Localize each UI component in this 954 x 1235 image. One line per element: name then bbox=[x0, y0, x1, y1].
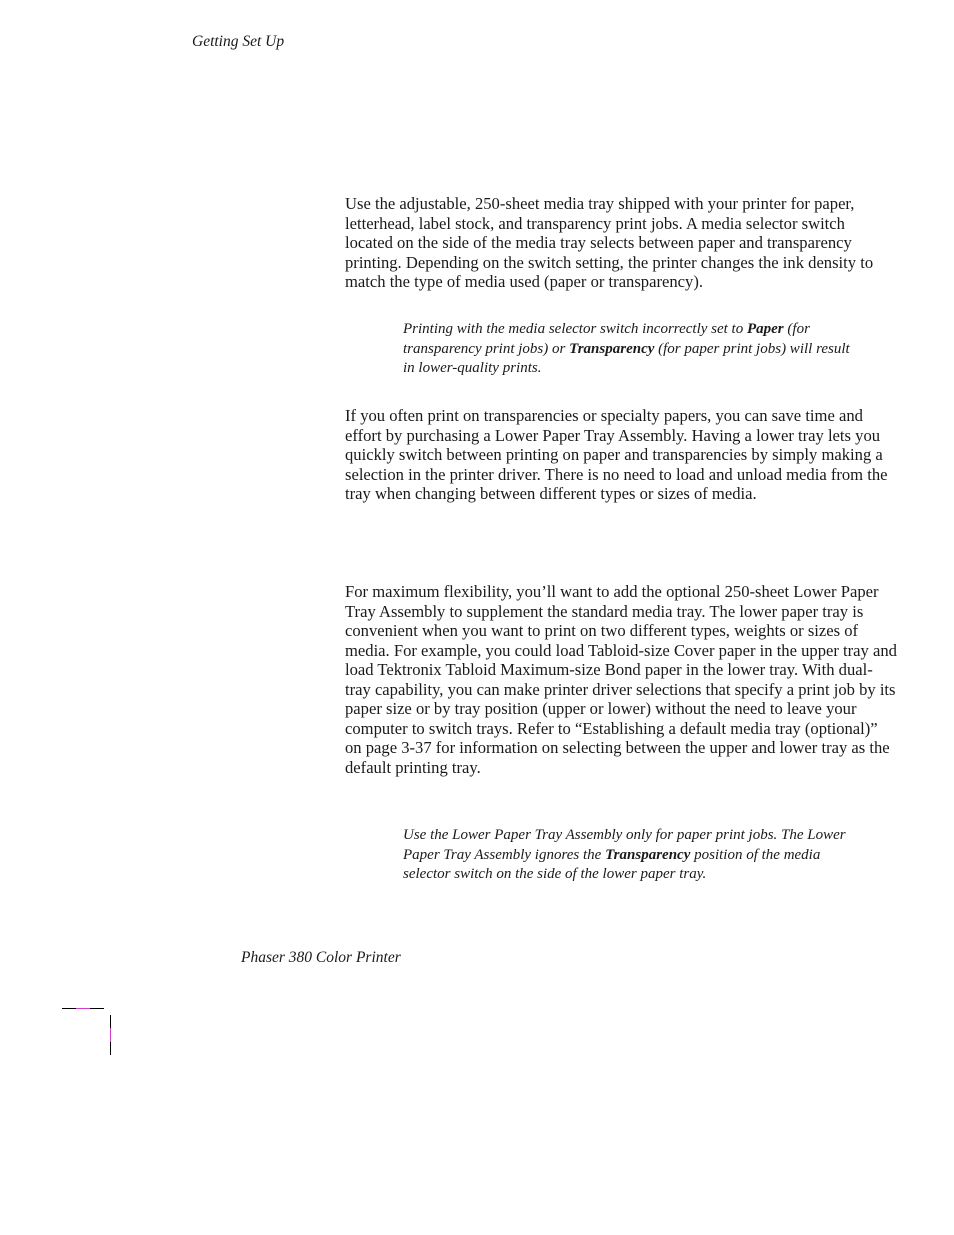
footer-title: Phaser 380 Color Printer bbox=[241, 949, 401, 966]
note-text: (for transparency print jobs) or bbox=[403, 321, 810, 357]
note-text: Printing with the media selector switch incorrectly set to bbox=[403, 321, 747, 337]
crop-mark-horizontal bbox=[62, 1008, 76, 1009]
paragraph-lower-tray-flexibility: For maximum flexibility, you’ll want to add the optional 250-sheet Lower Paper Tray Assembly to supplement the standard media tray. The lower paper tray is convenient when you want to print on two different types, weights or sizes of media. For example, you could load Tabloid-size Cover paper in the upper tray and load Tektronix Tabloid Maximum-size Bond paper in the lower tray. With dual-tray capability, you can make printer driver selections that specify a print job by its paper size or by tray position (upper or lower) without the need to leave your computer to switch trays. Refer to “Establishing a default media tray (optional)” on page 3-37 for information on selecting between the upper and lower tray as the default printing tray. bbox=[345, 582, 897, 777]
crop-mark-horizontal-magenta bbox=[76, 1008, 90, 1009]
note-emphasis-paper: Paper bbox=[746, 321, 784, 337]
crop-mark-vertical-magenta bbox=[110, 1028, 111, 1042]
note-lower-tray-paper-only bbox=[403, 826, 853, 885]
paragraph-media-tray: Use the adjustable, 250-sheet media tray shipped with your printer for paper, letterhead, label stock, and transparency print jobs. A media selector switch located on the side of the media tray selects between paper and transparency printing. Depending on the switch setting, the printer changes the ink density to match the type of media used (paper or transparency). bbox=[345, 194, 874, 291]
note-text: (for paper print jobs) will result in lower-quality prints. bbox=[403, 340, 850, 376]
paragraph-lower-tray-benefit: If you often print on transparencies or specialty papers, you can save time and effort by purchasing a Lower Paper Tray Assembly. Having a lower tray lets you quickly switch between printing on paper and transparencies by simply making a selection in the printer driver. There is no need to load and unload media from the tray when changing between different types or sizes of media. bbox=[345, 406, 888, 503]
note-text: Use the Lower Paper Tray Assembly only for paper print jobs. The Lower Paper Tray Assembly ignores the bbox=[403, 827, 846, 863]
note-emphasis-transparency: Transparency bbox=[605, 846, 691, 863]
crop-mark-vertical bbox=[110, 1015, 111, 1028]
note-emphasis-transparency: Transparency bbox=[569, 340, 655, 357]
crop-mark-horizontal bbox=[90, 1008, 104, 1009]
running-head: Getting Set Up bbox=[192, 33, 285, 50]
note-text: position of the media selector switch on the side of the lower paper tray. bbox=[403, 846, 821, 882]
note-selector-switch bbox=[403, 320, 853, 379]
crop-mark-vertical bbox=[110, 1042, 111, 1055]
